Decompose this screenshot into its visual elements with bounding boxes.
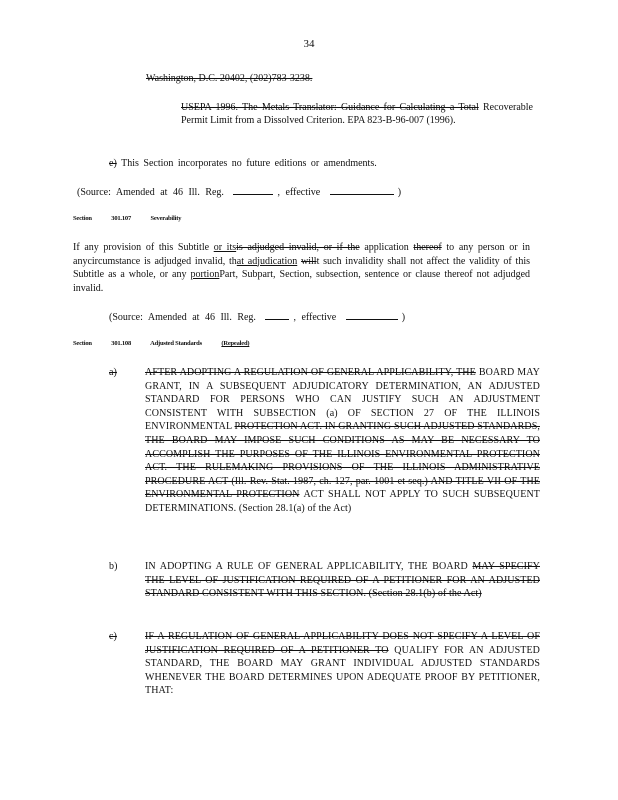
section-301-108-heading <box>73 340 293 347</box>
section-title: Severability <box>150 215 182 222</box>
section-number: 301.107 <box>111 215 131 222</box>
page-number: 34 <box>303 38 315 50</box>
subsection-c <box>109 630 540 710</box>
incorporation-text: This Section incorporates no future editions or amendments. <box>121 158 377 169</box>
severability-deleted-text: is adjudged invalid, or if the <box>236 242 360 253</box>
section-number: 301.108 <box>111 340 131 347</box>
section-301-107-heading <box>73 215 199 222</box>
deleted-text: AFTER ADOPTING A REGULATION OF GENERAL APPLICABILITY, THE <box>145 367 476 378</box>
source-text: Amended at 46 Ill. Reg. <box>147 312 256 323</box>
severability-deleted-text: will <box>301 255 317 267</box>
subsection-text <box>145 560 540 601</box>
subsection-label: c) <box>109 631 117 642</box>
source-close: ) <box>401 312 406 323</box>
text: ACT SHALL NOT APPLY TO SUCH SUBSEQUENT DETERMINATIONS. (Section 28.1(a) of the Act) <box>145 489 540 514</box>
severability-text: circumstance is adjudged invalid, th <box>87 255 237 267</box>
source-text: Amended at 46 Ill. Reg. <box>115 187 224 198</box>
usepa-text: Recoverable Permit Limit from a Dissolved Criterion. EPA 823-B-96-007 (1996). <box>181 102 533 126</box>
section-label: Section <box>73 340 92 347</box>
usepa-struck-text: USEPA 1996. The Metals Translator: Guidance for Calculating a Total <box>181 102 479 113</box>
source-open: (Source: <box>109 312 143 323</box>
source-effective: effective <box>301 312 337 323</box>
source-close: ) <box>397 187 402 198</box>
section-title: Adjusted Standards <box>150 340 202 347</box>
incorporation-note <box>109 157 529 170</box>
source-note-1: (Source: Amended at 46 Ill. Reg. , effective ) <box>77 187 402 198</box>
severability-text: Part, Subpart, Section, subsection, sentence or clause thereof not adjudged invalid. <box>73 269 531 294</box>
deleted-text: IF A REGULATION OF GENERAL APPLICABILITY DOES NOT SPECIFY A LEVEL OF JUSTIFICATION REQUIRED OF A PETITIONER TO <box>145 631 540 656</box>
subsection-a <box>109 366 540 546</box>
deleted-text: PROTECTION ACT. IN GRANTING SUCH ADJUSTED STANDARDS, THE BOARD MAY IMPOSE SUCH CONDITIONS AS MAY BE NECESSARY TO ACCOMPLISH THE PURPOSES OF THE ILLINOIS ENVIRONMENTAL PROTECTION ACT. THE RULEMAKING PROVISIONS OF THE ILLINOIS ADMINISTRATIVE PROCEDURE ACT (Ill. Rev. Stat. 1987, ch. 127, par. 1001 et seq.) AND TITLE VII OF THE ENVIRONMENTAL PROTECTION <box>145 421 540 501</box>
subsection-text <box>145 630 540 698</box>
subsection-text <box>145 366 540 516</box>
deleted-text: MAY SPECIFY THE LEVEL OF JUSTIFICATION REQUIRED OF A PETITIONER FOR AN ADJUSTED STANDARD CONSISTENT WITH THIS SECTION. (Section 28.1(b) of the Act) <box>145 561 540 600</box>
text: IN ADOPTING A RULE OF GENERAL APPLICABILITY, THE BOARD <box>145 561 468 572</box>
source-effective: effective <box>285 187 321 198</box>
section-status: (Repealed) <box>221 340 250 347</box>
severability-text: If any provision of this Subtitle <box>73 242 210 253</box>
reference-address: Washington, D.C. 20402, (202)783-3238. <box>146 73 313 84</box>
subsection-label: b) <box>109 561 118 572</box>
severability-text: t such invalidity shall not affect the validity of this Subtitle as a whole, or any <box>73 255 530 280</box>
severability-inserted-text: or its <box>213 242 237 253</box>
register-blank <box>265 310 289 320</box>
severability-inserted-text: portion <box>190 269 220 280</box>
subsection-label: a) <box>109 367 117 378</box>
subsection-b <box>109 560 540 620</box>
register-blank <box>233 185 273 195</box>
severability-text: application <box>364 242 409 253</box>
severability-inserted-text: at adjudication <box>236 255 298 267</box>
incorporation-label: e) <box>109 158 117 169</box>
text: BOARD MAY GRANT, IN A SUBSEQUENT ADJUDICATORY DETERMINATION, AN ADJUSTED STANDARD FOR PERSONS WHO CAN JUSTIFY SUCH AN ADJUSTMENT CONSISTENT WITH SUBSECTION (a) OF SECTION 27 OF THE ILLINOIS ENVIRONMENTAL <box>145 367 540 433</box>
severability-deleted-text: thereof <box>413 242 442 253</box>
text: QUALIFY FOR AN ADJUSTED STANDARD, THE BOARD MAY GRANT INDIVIDUAL ADJUSTED STANDARDS WHENEVER THE BOARD DETERMINES UPON ADEQUATE PROOF BY PETITIONER, THAT: <box>145 644 540 697</box>
source-open: (Source: <box>77 187 111 198</box>
effective-date-blank <box>346 310 398 320</box>
effective-date-blank <box>330 185 394 195</box>
severability-text: any person or in any <box>73 242 531 267</box>
usepa-reference <box>181 101 533 127</box>
section-label: Section <box>73 215 92 222</box>
source-note-2: (Source: Amended at 46 Ill. Reg. , effective ) <box>109 312 406 323</box>
severability-paragraph <box>73 241 530 295</box>
severability-text: to <box>446 242 455 253</box>
